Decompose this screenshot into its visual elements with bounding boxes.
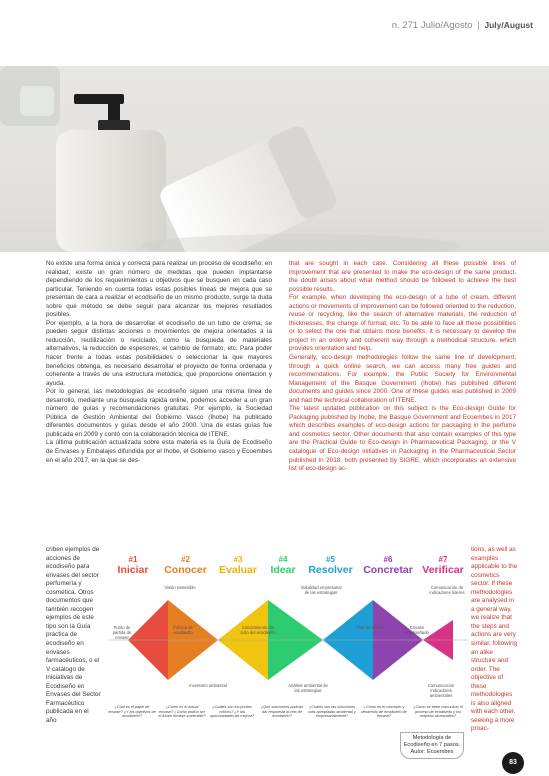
label-conocimiento: Conocimiento del ciclo del ecodiseño [240,625,276,635]
question-step-3: ¿Cuáles son los puntos críticos? ¿Y las oportunidades de mejora? [209,705,255,719]
step-label: Evaluar [219,564,257,576]
step-label: Resolver [308,564,353,576]
paragraph: The latest updated publication on this subject is the Eco-design Guide for Packaging published by Ihobe, the Basque Government and Ecoembes in 2017 which describes examples of eco-design actions for packaging in the perfume and cosmetics sector. Other documents that also contain examples of this type are the Practical Guide to Eco-design in Pharmaceutical Packaging, or the V catalogue of Eco-design initiatives in Packaging in the Pharmaceutical Sector published in 2018, both presented by SIGRE, which incorporates an extensive list of eco-design ac- [289,405,516,473]
paragraph: that are sought in each case. Considering all these possible lines of improvement that are presented to make the eco-design of the same product, the doubt arises about what method should be followed to achieve the best possible results. [289,260,516,293]
paragraph: La última publicación actualizada sobre esta materia es la Guía de Ecodiseño de Envases y Embalajes difundida por el Ihobe, el Gobierno vasco y Ecoembes en el año 2017, en la que se des- [46,439,272,464]
step-number: #7 [438,555,448,564]
steps-row [108,555,468,585]
question-step-1: ¿Cuál es el papel de envase? ¿Y los objetivos de ecodiseño? [108,705,156,719]
issue-english-label: July/August [484,20,533,30]
label-viabilidad: Viabilidad empresarial de las estrategias [300,585,342,595]
step-number: #3 [233,555,243,564]
question-step-6: ¿Cómo es el concepto y desarrollo de ecodiseño de envase? [361,705,407,719]
paragraph: For example, when developing the eco-design of a tube of cream, different actions or movements of improvement can be followed oriented to the reduction, reuse or recycling, like the search of alternative materials, the reduction of thicknesses, the change of format, etc. To be able to face all these possibilities or to select the one that obtains more benefits, it is necessary to develop the project in an orderly and coherent way through a methodical structure, which provides orientation and help. [289,294,516,353]
ecodesign-7-steps-diagram [108,555,468,725]
step-1 [108,555,158,576]
question-step-5: ¿Cuáles son las soluciones más apropiadas ambiental y empresarialmente? [308,705,356,719]
step-label: Verificar [422,564,464,576]
question-step-2: ¿Cómo es el actual envase? ¿Cómo podría ser el futuro envase sostenible? [158,705,206,719]
english-column-continued: tions, as well as examples applicable to the cosmetics sector. If these methodologies are analysed in a general way, we realize that the steps and actions are very similar, following an alike structure and order. The objective of these methodologies is also aligned with each other, seeking a more proac- [471,546,518,733]
spanish-column [46,260,272,465]
bottles-photo-icon [0,66,549,252]
page-number: 83 [502,752,524,774]
label-inventario: Inventario ambiental [189,683,227,688]
step-6 [358,555,418,576]
paragraph: No existe una forma única y correcta para realizar un proceso de ecodiseño; en realidad, existe un gran número de medidas que pueden implantarse dependiendo de los requerimientos u objetivos que se busquen en cada caso particular. Teniendo en cuenta todas estas posibles líneas de mejora que se presentan de cara a realizar el ecodiseño de un mismo producto, surge la duda sobre qué método se debe seguir para alcanzar los mejores resultados posibles. [46,260,272,319]
question-step-7: ¿Cómo se debe comunicar el proceso de ecodiseño y los mejoras alcanzados? [413,705,463,719]
english-column [289,260,516,474]
bottles-photo [0,66,549,252]
diamond-flow-graphic [108,585,468,695]
label-comunicacion-bottom: Comunicación Indicadores ambientales [427,683,455,698]
label-comunicacion-top: Comunicación de indicadores líderes [429,585,465,595]
label-punto: Punto de partida de envase [112,625,132,640]
step-label: Concretar [363,564,413,576]
step-4 [263,555,303,576]
figure-caption: Metodología de Ecodiseño en 7 pasos. Autor: Ecoembes [400,732,464,759]
label-envase: Envase ecodiseñado [405,625,429,635]
step-3 [213,555,263,576]
paragraph: Generally, eco-design methodologies follow the same line of development; through a quick online search, we can access many free guides and recommendations. For example, the Public Society for Environmental Management of the Basque Government (Ihobe) has published different documents and guides since 2000. One of these guides was published in 2009 and had the technical collaboration of ITENE. [289,354,516,404]
step-5 [303,555,358,576]
spanish-column-continued: criben ejemplos de acciones de ecodiseño para envases del sector perfumería y cosmética. Otros documentos que también recogen ejemplos de este tipo son la Guía práctica de ecodiseño en envases farmacéuticos, o el V catálogo de iniciativas de Ecodiseño en Envases del Sector Farmacéutico publicada en el año [46,546,101,724]
step-number: #1 [128,555,138,564]
question-step-4: ¿Qué soluciones podrían dar respuesta al reto de ecodiseño? [260,705,304,719]
label-politica: Política de ecodiseño [173,625,193,635]
step-number: #4 [278,555,288,564]
paragraph: Por ejemplo, a la hora de desarrollar el ecodiseño de un tubo de crema, se pueden seguir distintas acciones o movimientos de mejora orientados a la reducción, reutilización o reciclado, como la búsqueda de materiales alternativos, la reducción de espesores, el cambio de formato, etc. Para poder hacer frente a todas estas posibilidades o seleccionar la que mayores beneficios obtenga, es necesario desarrollar el proyecto de forma ordenada y coherente a través de una estructura metódica, que proporcione orientación y ayuda. [46,319,272,387]
step-2 [158,555,213,576]
step-number: #2 [181,555,190,564]
label-analisis: Análisis ambiental de las estrategias [288,683,328,693]
issue-label: n. 271 Julio/Agosto [391,20,473,31]
step-label: Iniciar [117,564,149,576]
step-7 [418,555,468,576]
header-separator: | [477,20,480,31]
step-number: #5 [326,555,335,564]
step-label: Conocer [164,564,207,576]
issue-header [392,20,533,31]
step-label: Idear [270,564,296,576]
paragraph: Por lo general, las metodologías de ecodiseño siguen una misma línea de desarrollo, mediante una búsqueda rápida online, podemos acceder a un gran número de guías y recomendaciones gratuitas. Por ejemplo, la Sociedad Pública de Gestión Ambiental del Gobierno Vasco (Ihobe) ha publicado diferentes documentos y guías desde el año 2000. Una de estas guías fue publicada en 2009 y contó con la colaboración técnica de ITENE. [46,388,272,438]
label-plan: Plan de acción [356,625,384,630]
label-vision: Visión sostenible [164,585,196,590]
step-number: #6 [383,555,393,564]
